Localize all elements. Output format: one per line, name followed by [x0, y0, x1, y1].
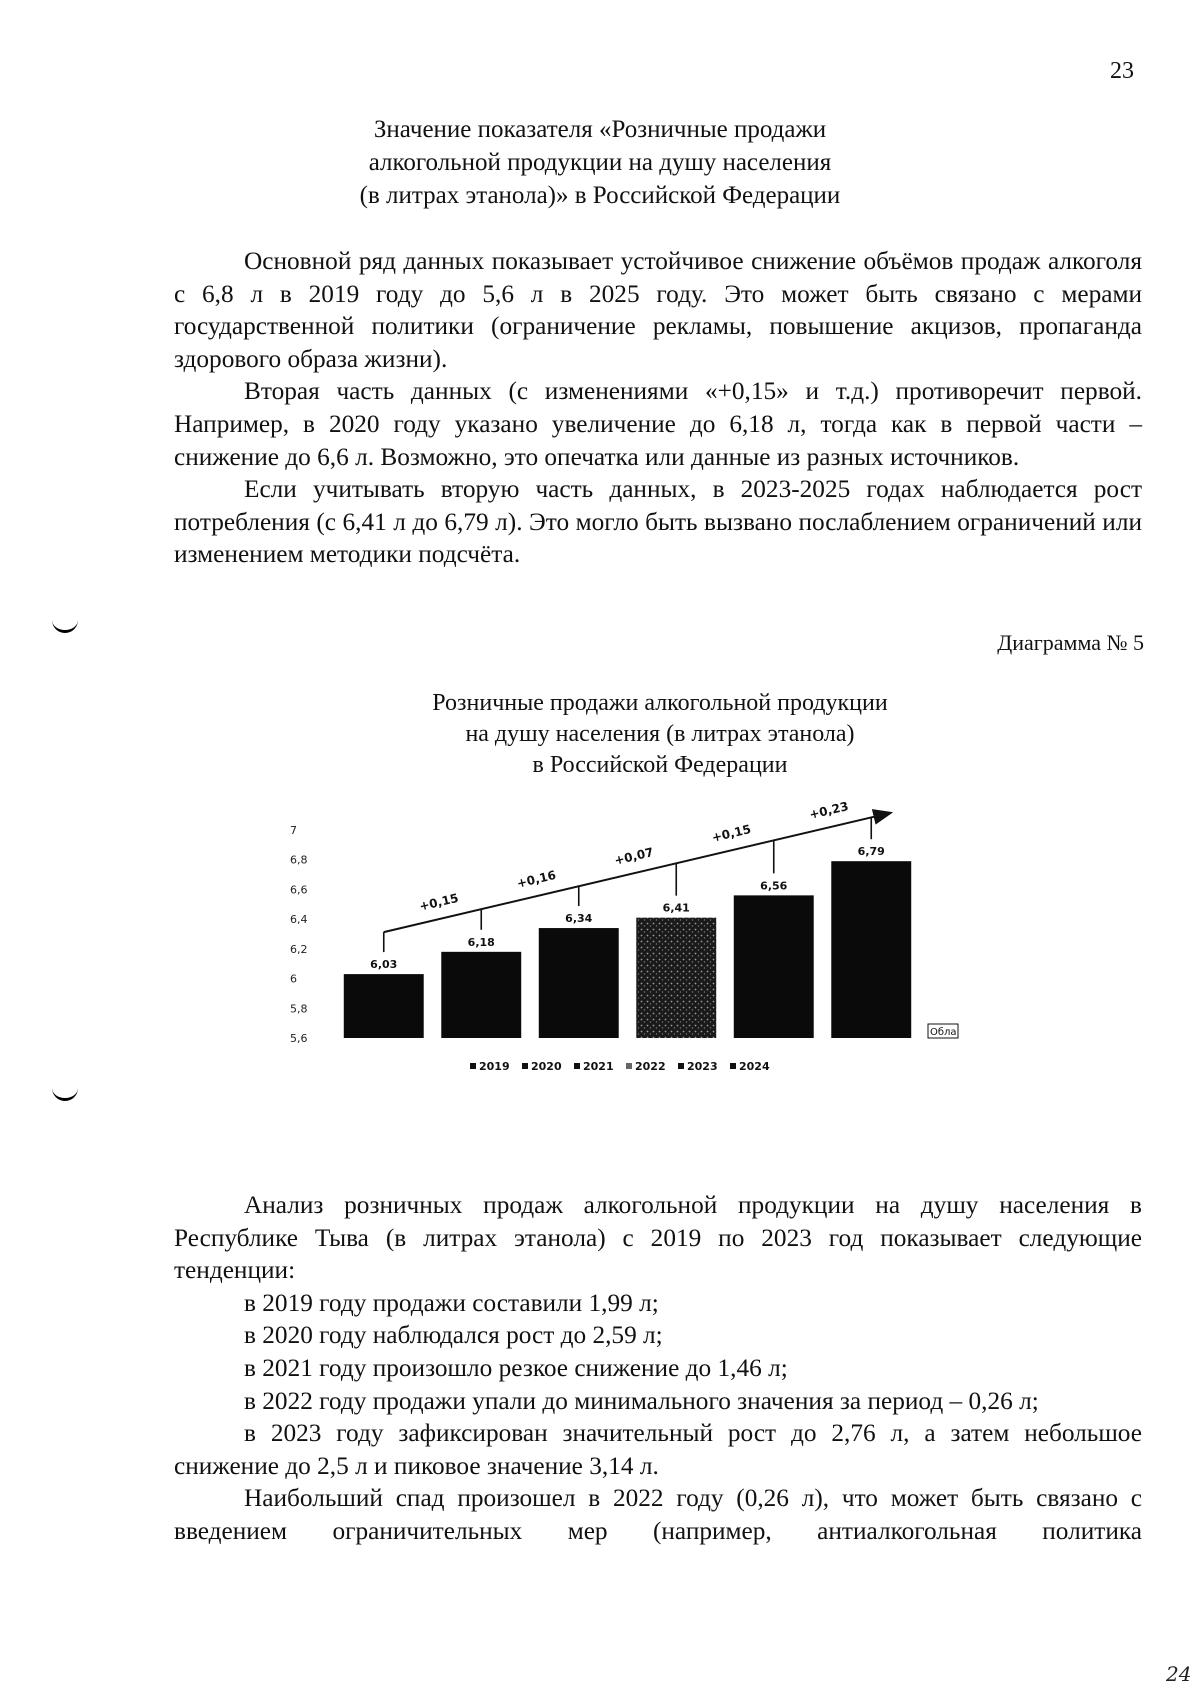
chart-title-line: в Российской Федерации	[532, 752, 788, 778]
y-tick-label: 6,4	[290, 913, 308, 927]
page-heading	[260, 113, 940, 212]
bar-2019	[344, 974, 424, 1038]
bar-value-label: 6,41	[662, 901, 690, 915]
page-number: 23	[1110, 58, 1134, 84]
delta-label: +0,16	[515, 867, 558, 891]
paragraph: Основной ряд данных показывает устойчивое снижение объёмов продаж алкоголя с 6,8 л в 2019 году до 5,6 л в 2025 году. Это может быть связано с мерами государственной политики (ограничение рекламы, повышение акцизов, пропаганда здорового образа жизни).	[174, 247, 1142, 373]
legend-swatch	[522, 1063, 528, 1069]
list-item: в 2019 году продажи составили 1,99 л;	[244, 1288, 659, 1317]
legend-label: 2019	[479, 1060, 510, 1073]
chart-title-line: на душу населения (в литрах этанола)	[465, 721, 855, 747]
handwritten-page-number: 24	[1166, 1662, 1192, 1686]
y-tick-label: 6,6	[290, 883, 308, 897]
bar-2024	[831, 861, 911, 1038]
scan-mark	[52, 1088, 78, 1101]
legend-swatch	[574, 1063, 580, 1069]
heading-line: (в литрах этанола)» в Российской Федерации	[359, 182, 841, 209]
chart-title-line: Розничные продажи алкогольной продукции	[432, 690, 888, 716]
heading-line: Значение показателя «Розничные продажи	[373, 116, 827, 143]
delta-label: +0,15	[417, 890, 460, 914]
y-tick-label: 6	[290, 972, 297, 986]
bar-2022	[636, 918, 716, 1038]
intro-paragraphs	[174, 245, 1142, 571]
legend-label: 2022	[635, 1060, 666, 1073]
chart-title	[330, 688, 990, 781]
paragraph: Если учитывать вторую часть данных, в 2023-2025 годах наблюдается рост потребления (с 6,41 л до 6,79 л). Это могло быть вызвано послаблением ограничений или изменением методики подсчёта.	[174, 475, 1142, 569]
legend-label: 2020	[531, 1060, 562, 1073]
y-tick-label: 5,6	[290, 1032, 308, 1045]
delta-label: +0,15	[710, 822, 753, 845]
side-label: Обла	[930, 1027, 957, 1038]
bar-2023	[734, 895, 814, 1038]
heading-line: алкогольной продукции на душу населения	[368, 149, 832, 176]
bar-value-label: 6,34	[565, 912, 593, 926]
delta-label: +0,07	[612, 845, 655, 868]
legend-label: 2023	[687, 1060, 718, 1073]
paragraph: Анализ розничных продаж алкогольной продукции на душу населения в Республике Тыва (в литрах этанола) с 2019 по 2023 год показывает следующие тенденции:	[174, 1191, 1142, 1285]
bar-2021	[539, 928, 619, 1038]
bar-value-label: 6,18	[467, 935, 495, 949]
bar-value-label: 6,03	[370, 958, 398, 972]
y-tick-label: 6,8	[290, 853, 308, 867]
y-tick-label: 7	[290, 824, 297, 837]
scan-mark	[52, 620, 78, 633]
list-item: в 2020 году наблюдался рост до 2,59 л;	[244, 1321, 663, 1350]
delta-label: +0,23	[807, 799, 850, 822]
bar-chart	[280, 799, 1040, 1160]
legend-swatch	[678, 1063, 684, 1069]
diagram-label: Диаграмма № 5	[997, 630, 1144, 655]
legend-swatch	[470, 1063, 476, 1069]
analysis-paragraphs	[174, 1189, 1142, 1548]
bar-2020	[441, 952, 521, 1038]
y-tick-label: 5,8	[290, 1002, 308, 1016]
legend-label: 2024	[739, 1060, 770, 1073]
legend-swatch	[730, 1063, 736, 1069]
list-item: в 2022 году продажи упали до минимального значения за период – 0,26 л;	[244, 1386, 1039, 1415]
paragraph: Вторая часть данных (с изменениями «+0,15» и т.д.) противоречит первой. Например, в 2020 году указано увеличение до 6,18 л, тогда как в первой части – снижение до 6,6 л. Возможно, это опечатка или данные из разных источников.	[174, 377, 1142, 471]
paragraph: Наибольший спад произошел в 2022 году (0,26 л), что может быть связано с введением ограничительных мер (например, антиалкогольная политика	[174, 1484, 1142, 1545]
list-item: в 2021 году произошло резкое снижение до 1,46 л;	[244, 1353, 788, 1382]
bar-value-label: 6,56	[760, 879, 788, 893]
bar-value-label: 6,79	[857, 845, 885, 859]
y-tick-label: 6,2	[290, 942, 308, 956]
bar-chart-svg	[280, 799, 1040, 1160]
legend-swatch	[626, 1063, 632, 1069]
legend-label: 2021	[583, 1060, 614, 1073]
paragraph: в 2023 году зафиксирован значительный рост до 2,76 л, а затем небольшое снижение до 2,5 л и пиковое значение 3,14 л.	[174, 1419, 1142, 1480]
